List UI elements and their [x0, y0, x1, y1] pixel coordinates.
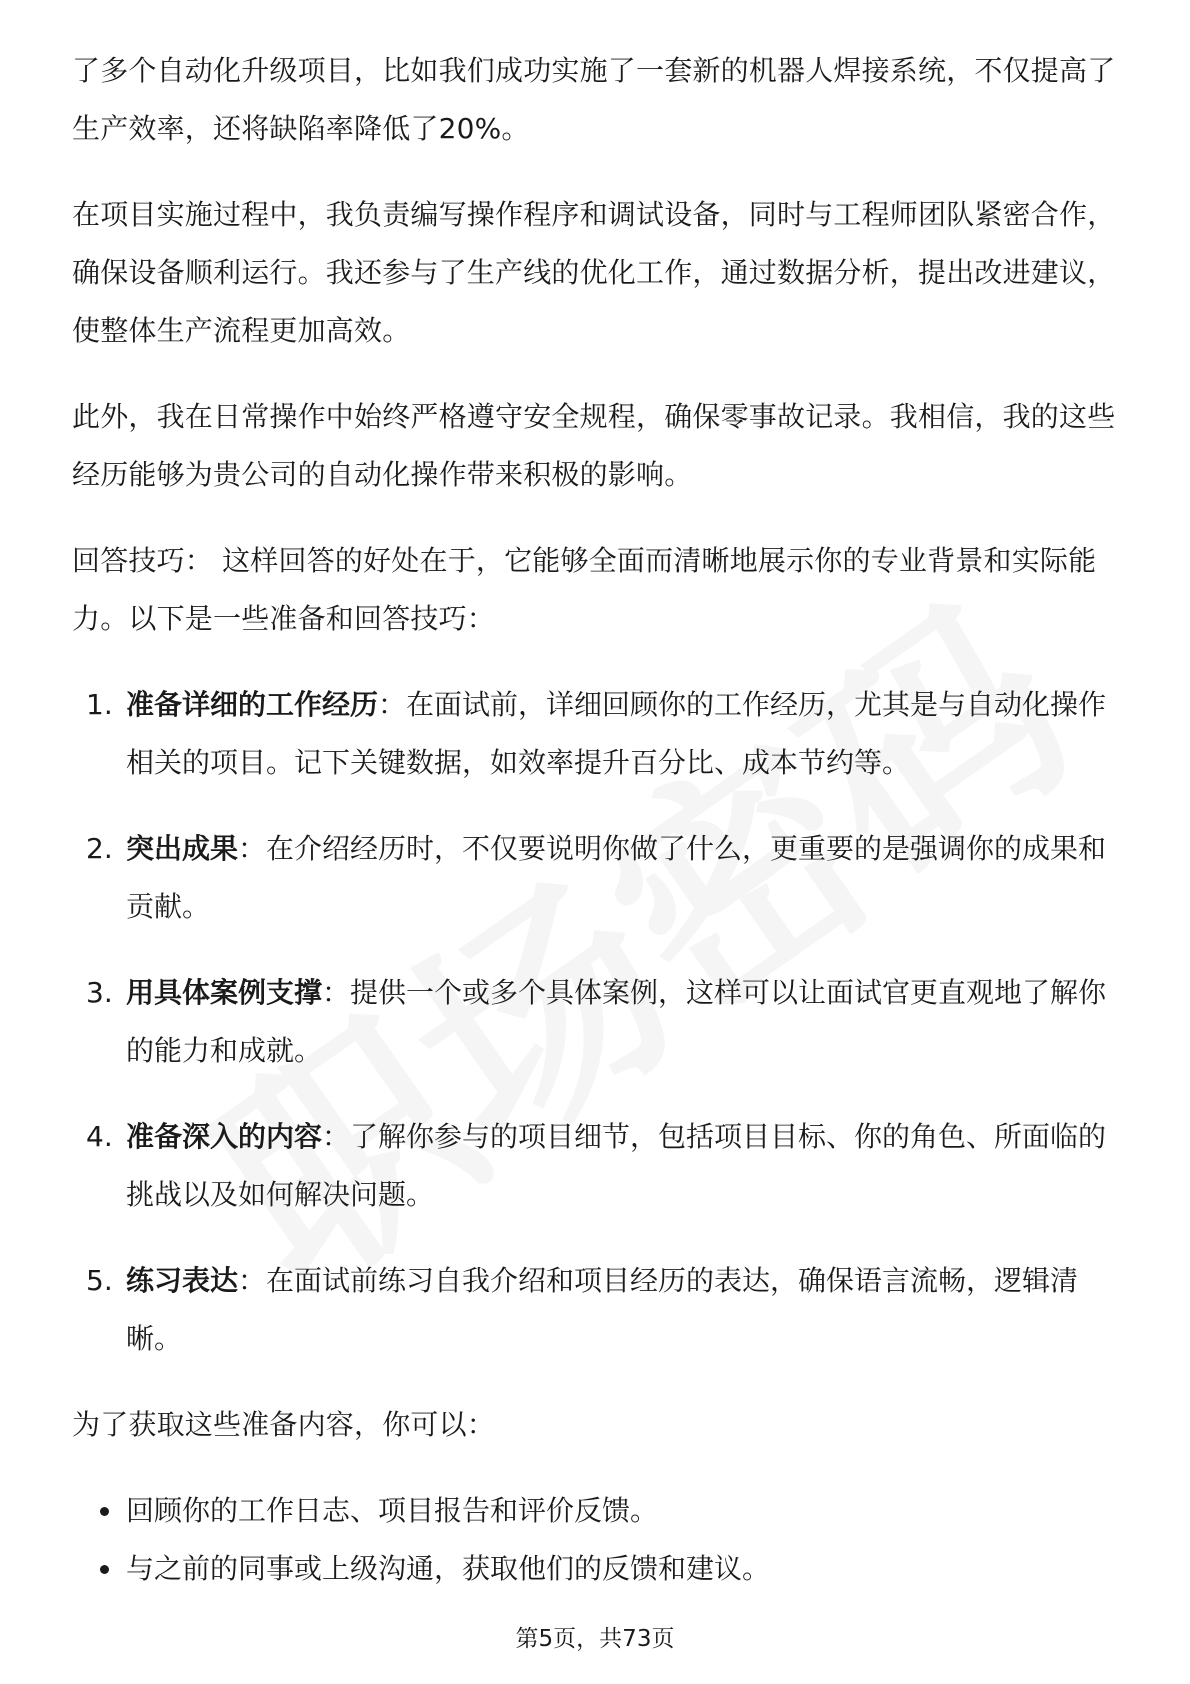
tip-lead: 用具体案例支撑 [126, 976, 323, 1009]
tip-lead: 突出成果 [126, 832, 239, 865]
tip-number: 3. [86, 976, 113, 1009]
prep-item-text: 回顾你的工作日志、项目报告和评价反馈。 [126, 1494, 659, 1527]
tip-text: ：在面试前练习自我介绍和项目经历的表达，确保语言流畅，逻辑清晰。 [126, 1264, 1079, 1355]
prep-intro: 为了获取这些准备内容，你可以： [72, 1408, 496, 1441]
tips-list [72, 676, 1122, 1368]
bullet-icon [100, 1507, 109, 1516]
tip-text: ：了解你参与的项目细节，包括项目目标、你的角色、所面临的挑战以及如何解决问题。 [126, 1120, 1107, 1211]
tip-lead: 准备详细的工作经历 [126, 688, 379, 721]
prep-list [72, 1482, 1122, 1598]
paragraph-automation-projects: 了多个自动化升级项目，比如我们成功实施了一套新的机器人焊接系统，不仅提高了生产效率，还将缺陷率降低了20%。 [72, 54, 1116, 145]
bullet-icon [100, 1565, 109, 1574]
paragraph-implementation: 在项目实施过程中，我负责编写操作程序和调试设备，同时与工程师团队紧密合作，确保设备顺利运行。我还参与了生产线的优化工作，通过数据分析，提出改进建议，使整体生产流程更加高效。 [72, 198, 1116, 347]
tip-item [72, 1252, 1122, 1368]
tip-text: ：提供一个或多个具体案例，这样可以让面试官更直观地了解你的能力和成就。 [126, 976, 1107, 1067]
document-body [72, 42, 1122, 1598]
tip-lead: 准备深入的内容 [126, 1120, 323, 1153]
tip-item [72, 820, 1122, 936]
page-footer: 第5页，共73页 [515, 1626, 675, 1652]
tip-lead: 练习表达 [126, 1264, 239, 1297]
tip-item [72, 1108, 1122, 1224]
tip-number: 5. [86, 1264, 113, 1297]
tip-item [72, 964, 1122, 1080]
tip-number: 4. [86, 1120, 113, 1153]
tip-number: 1. [86, 688, 113, 721]
prep-item [72, 1540, 1122, 1598]
tip-text: ：在面试前，详细回顾你的工作经历，尤其是与自动化操作相关的项目。记下关键数据，如效率提升百分比、成本节约等。 [126, 688, 1107, 779]
prep-item-text: 与之前的同事或上级沟通，获取他们的反馈和建议。 [126, 1552, 771, 1585]
tip-number: 2. [86, 832, 113, 865]
tip-item [72, 676, 1122, 792]
paragraph-safety: 此外，我在日常操作中始终严格遵守安全规程，确保零事故记录。我相信，我的这些经历能够为贵公司的自动化操作带来积极的影响。 [72, 400, 1116, 491]
tip-text: ：在介绍经历时，不仅要说明你做了什么，更重要的是强调你的成果和贡献。 [126, 832, 1107, 923]
prep-item [72, 1482, 1122, 1540]
paragraph-answer-tips: 回答技巧： 这样回答的好处在于，它能够全面而清晰地展示你的专业背景和实际能力。以下是一些准备和回答技巧： [72, 544, 1097, 635]
